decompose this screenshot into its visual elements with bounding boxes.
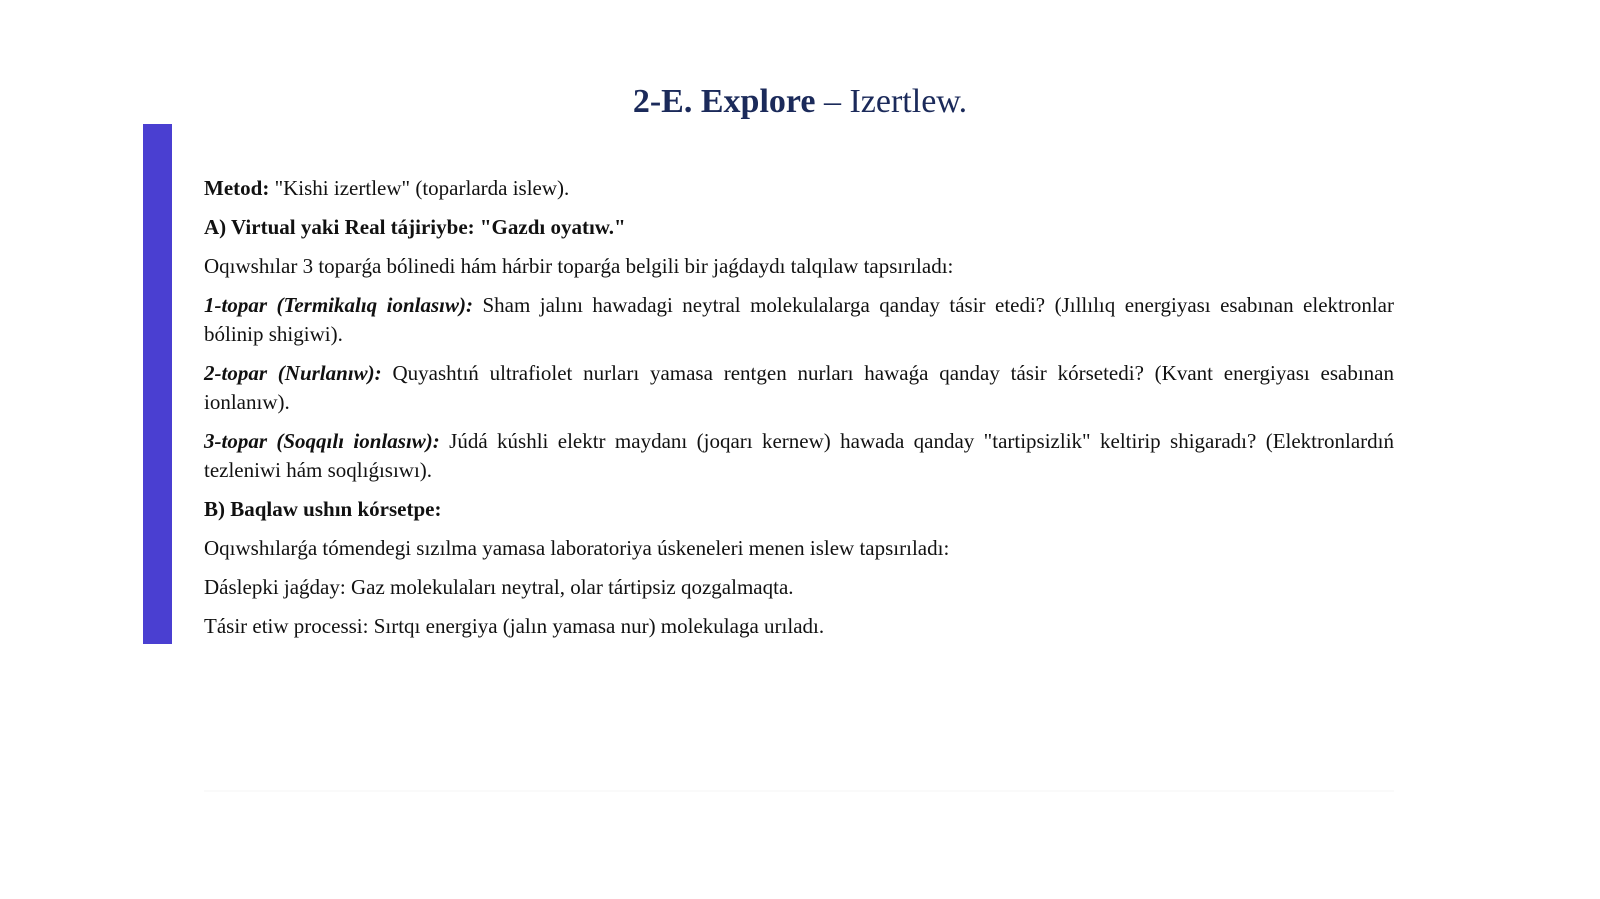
paragraph-text: Tásir etiw processi: Sırtqı energiya (jalın yamasa nur) molekulaga urıladı.	[204, 614, 825, 638]
paragraph-lead: Metod:	[204, 176, 270, 200]
paragraph-text: "Kishi izertlew" (toparlarda islew).	[269, 176, 570, 200]
paragraph-text: Oqıwshılarǵa tómendegi sızılma yamasa laboratoriya úskeneleri menen islew tapsırıladı:	[204, 536, 950, 560]
paragraph-intro	[204, 252, 1394, 281]
paragraph-text: Quyashtıń ultrafiolet nurları yamasa rentgen nurları hawaǵa qanday tásir kórsetedi? (Kvant energiyası esabınan ionlanıw).	[204, 361, 1394, 414]
paragraph-text: Júdá kúshli elektr maydanı (joqarı kernew) hawada qanday "tartipsizlik" keltirip shigaradı? (Elektronlardıń tezleniwi hám soqlıǵısıwı).	[204, 429, 1394, 482]
paragraph-group-3	[204, 427, 1394, 485]
paragraph-text: Sham jalını hawadagi neytral molekulalarga qanday tásir etedi? (Jıllılıq energiyası esabınan elektronlar bólinip shigiwi).	[204, 293, 1394, 346]
slide-title-rest: – Izertlew.	[815, 83, 968, 120]
paragraph-section-b	[204, 495, 1394, 524]
section-heading: A) Virtual yaki Real tájiriybe: "Gazdı oyatıw."	[204, 215, 626, 239]
paragraph-group-1	[204, 291, 1394, 349]
paragraph-method	[204, 174, 1394, 203]
paragraph-text: Oqıwshılar 3 toparǵa bólinedi hám hárbir toparǵa belgili bir jaǵdaydı talqılaw tapsırıladı:	[204, 254, 954, 278]
footer-divider	[204, 790, 1394, 792]
section-heading: B) Baqlaw ushın kórsetpe:	[204, 497, 442, 521]
slide-title	[0, 80, 1600, 124]
slide-title-bold: 2-E. Explore	[632, 83, 816, 120]
paragraph-initial-state	[204, 573, 1394, 602]
paragraph-task	[204, 534, 1394, 563]
group-label: 3-topar (Soqqılı ionlasıw):	[204, 429, 440, 453]
slide-body	[204, 174, 1394, 651]
paragraph-process	[204, 612, 1394, 641]
paragraph-section-a	[204, 213, 1394, 242]
accent-bar	[143, 124, 172, 644]
group-label: 1-topar (Termikalıq ionlasıw):	[204, 293, 473, 317]
paragraph-text: Dáslepki jaǵday: Gaz molekulaları neytral, olar tártipsiz qozgalmaqta.	[204, 575, 794, 599]
paragraph-group-2	[204, 359, 1394, 417]
group-label: 2-topar (Nurlanıw):	[204, 361, 382, 385]
